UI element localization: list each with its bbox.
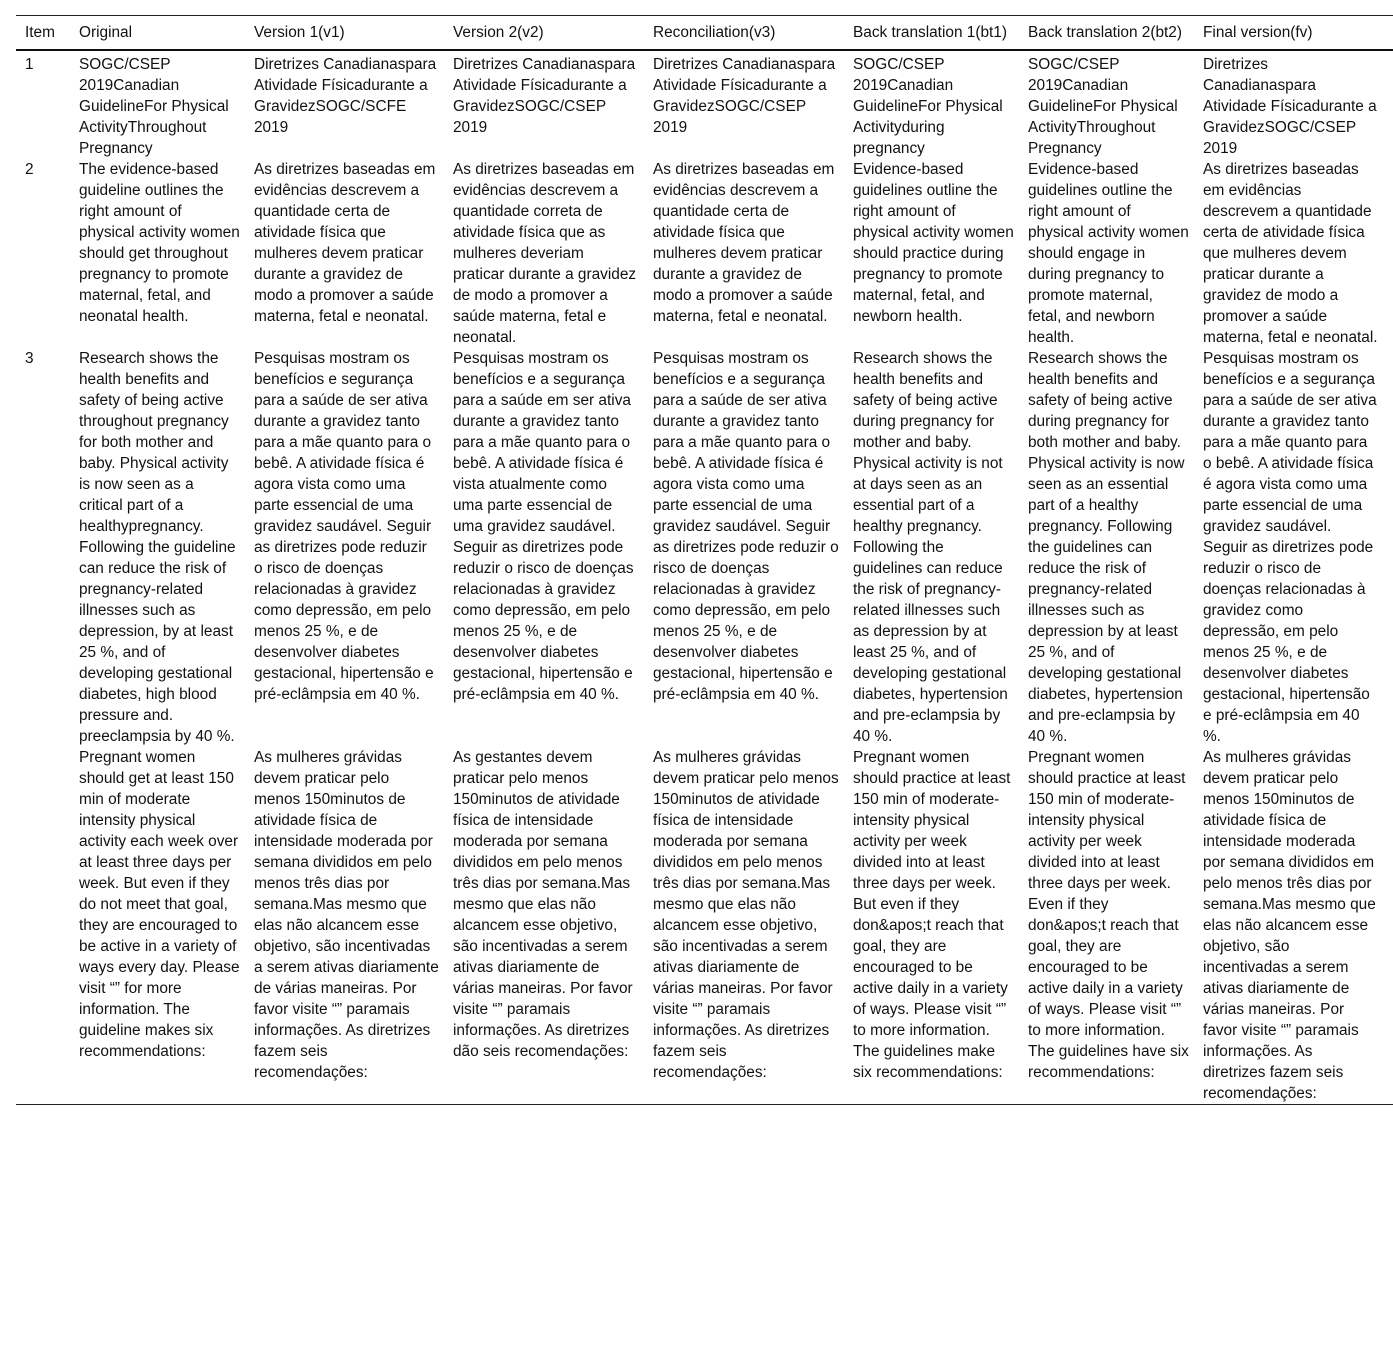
header-back-translation-1: Back translation 1(bt1)	[853, 16, 1028, 51]
cell-final-version: Diretrizes Canadianaspara Atividade Físicadurante a GravidezSOGC/CSEP 2019	[1203, 56, 1377, 157]
cell-item: 3	[25, 350, 34, 367]
translation-table	[16, 15, 1393, 1105]
cell-version-2: As gestantes devem praticar pelo menos 150minutos de atividade física de intensidade moderada por semana divididos em pelo menos três dias por semana.Mas mesmo que elas não alcancem esse objetivo, são incentivadas a serem ativas diariamente de várias maneiras. Por favor visite “” paramais informações. As diretrizes dão seis recomendações:	[453, 747, 653, 1105]
header-original: Original	[79, 16, 254, 51]
cell-back-translation-2: SOGC/CSEP 2019Canadian GuidelineFor Physical ActivityThroughout Pregnancy	[1028, 56, 1178, 157]
header-item: Item	[16, 16, 79, 51]
header-back-translation-2: Back translation 2(bt2)	[1028, 16, 1203, 51]
cell-item: 1	[25, 56, 34, 73]
cell-back-translation-2: Pregnant women should practice at least 150 min of moderate-intensity physical activity per week divided into at least three days per week. Even if they don&apos;t reach that goal, they are encouraged to be active daily in a variety of ways. Please visit “” to more information. The guidelines have six recommendations:	[1028, 747, 1203, 1105]
cell-original: SOGC/CSEP 2019Canadian GuidelineFor Physical ActivityThroughout Pregnancy	[79, 56, 229, 157]
cell-version-1: As diretrizes baseadas em evidências descrevem a quantidade certa de atividade física que mulheres devem praticar durante a gravidez de modo a promover a saúde materna, fetal e neonatal.	[254, 161, 436, 325]
cell-final-version: As mulheres grávidas devem praticar pelo menos 150minutos de atividade física de intensidade moderada por semana divididos em pelo menos três dias por semana.Mas mesmo que elas não alcancem esse objetivo, são incentivadas a serem ativas diariamente de várias maneiras. Por favor visite “” paramais informações. As diretrizes fazem seis recomendações:	[1203, 747, 1393, 1105]
cell-version-2: Pesquisas mostram os benefícios e a segurança para a saúde em ser ativa durante a gravidez tanto para a mãe quanto para o bebê. A atividade física é vista atualmente como uma parte essencial de uma gravidez saudável. Seguir as diretrizes pode reduzir o risco de doenças relacionadas à gravidez como depressão, em pelo menos 25 %, e de desenvolver diabetes gestacional, hipertensão e pré-eclâmpsia em 40 %.	[453, 350, 634, 703]
cell-version-1: Diretrizes Canadianaspara Atividade Físicadurante a GravidezSOGC/SCFE 2019	[254, 56, 437, 136]
table-row	[16, 50, 1393, 159]
cell-final-version: As diretrizes baseadas em evidências descrevem a quantidade certa de atividade física que mulheres devem praticar durante a gravidez de modo a promover a saúde materna, fetal e neonatal.	[1203, 161, 1378, 346]
cell-reconciliation: Pesquisas mostram os benefícios e a segurança para a saúde de ser ativa durante a gravidez tanto para a mãe quanto para o bebê. A atividade física é agora vista como uma parte essencial de uma gravidez saudável. Seguir as diretrizes pode reduzir o risco de doenças relacionadas à gravidez como depressão, em pelo menos 25 %, e de desenvolver diabetes gestacional, hipertensão e pré-eclâmpsia em 40 %.	[653, 350, 839, 703]
cell-final-version: Pesquisas mostram os benefícios e a segurança para a saúde de ser ativa durante a gravidez tanto para a mãe quanto para o bebê. A atividade física é agora vista como uma parte essencial de uma gravidez saudável. Seguir as diretrizes pode reduzir o risco de doenças relacionadas à gravidez como depressão, em pelo menos 25 %, e de desenvolver diabetes gestacional, hipertensão e pré-eclâmpsia em 40 %.	[1203, 350, 1377, 745]
cell-original: Pregnant women should get at least 150 min of moderate intensity physical activity each week over at least three days per week. But even if they do not meet that goal, they are encouraged to be active in a variety of ways every day. Please visit “” for more information. The guideline makes six recommendations:	[79, 747, 254, 1105]
cell-version-2: As diretrizes baseadas em evidências descrevem a quantidade correta de atividade física que as mulheres deveriam praticar durante a gravidez de modo a promover a saúde materna, fetal e neonatal.	[453, 161, 637, 346]
header-version-2: Version 2(v2)	[453, 16, 653, 51]
cell-reconciliation: Diretrizes Canadianaspara Atividade Físicadurante a GravidezSOGC/CSEP 2019	[653, 56, 836, 136]
cell-version-1: As mulheres grávidas devem praticar pelo menos 150minutos de atividade física de intensidade moderada por semana divididos em pelo menos três dias por semana.Mas mesmo que elas não alcancem esse objetivo, são incentivadas a serem ativas diariamente de várias maneiras. Por favor visite “” paramais informações. As diretrizes fazem seis recomendações:	[254, 747, 453, 1105]
cell-back-translation-2: Evidence-based guidelines outline the right amount of physical activity women should engage in during pregnancy to promote maternal, fetal, and newborn health.	[1028, 161, 1189, 346]
cell-back-translation-1: Pregnant women should practice at least 150 min of moderate-intensity physical activity per week divided into at least three days per week. But even if they don&apos;t reach that goal, they are encouraged to be active daily in a variety of ways. Please visit “” to more information. The guidelines make six recommendations:	[853, 747, 1028, 1105]
header-reconciliation: Reconciliation(v3)	[653, 16, 853, 51]
header-version-1: Version 1(v1)	[254, 16, 453, 51]
cell-reconciliation: As diretrizes baseadas em evidências descrevem a quantidade certa de atividade física que mulheres devem praticar durante a gravidez de modo a promover a saúde materna, fetal e neonatal.	[653, 161, 835, 325]
cell-back-translation-1: Evidence-based guidelines outline the right amount of physical activity women should practice during pregnancy to promote maternal, fetal, and newborn health.	[853, 161, 1014, 325]
cell-version-1: Pesquisas mostram os benefícios e segurança para a saúde de ser ativa durante a gravidez tanto para a mãe quanto para o bebê. A atividade física é agora vista como uma parte essencial de uma gravidez saudável. Seguir as diretrizes pode reduzir o risco de doenças relacionadas à gravidez como depressão, em pelo menos 25 %, e de desenvolver diabetes gestacional, hipertensão e pré-eclâmpsia em 40 %.	[254, 350, 434, 703]
header-final-version: Final version(fv)	[1203, 16, 1393, 51]
cell-item	[16, 747, 79, 1105]
table-row	[16, 747, 1393, 1105]
cell-version-2: Diretrizes Canadianaspara Atividade Físicadurante a GravidezSOGC/CSEP 2019	[453, 56, 636, 136]
table-header	[16, 16, 1393, 51]
header-row	[16, 16, 1393, 51]
cell-original: Research shows the health benefits and safety of being active throughout pregnancy for both mother and baby. Physical activity is now seen as a critical part of a healthypregnancy. Following the guideline can reduce the risk of pregnancy-related illnesses such as depression, by at least 25 %, and of developing gestational diabetes, high blood pressure and. preeclampsia by 40 %.	[79, 350, 236, 745]
cell-back-translation-1: Research shows the health benefits and safety of being active during pregnancy for mother and baby. Physical activity is not at days seen as an essential part of a healthy pregnancy. Following the guidelines can reduce the risk of pregnancy-related illnesses such as depression by at least 25 %, and of developing gestational diabetes, hypertension and pre-eclampsia by 40 %.	[853, 350, 1008, 745]
cell-back-translation-2: Research shows the health benefits and safety of being active during pregnancy for both mother and baby. Physical activity is now seen as an essential part of a healthy pregnancy. Following the guidelines can reduce the risk of pregnancy-related illnesses such as depression by at least 25 %, and of developing gestational diabetes, hypertension and pre-eclampsia by 40 %.	[1028, 350, 1185, 745]
table-body	[16, 50, 1393, 1105]
cell-reconciliation: As mulheres grávidas devem praticar pelo menos 150minutos de atividade física de intensidade moderada por semana divididos em pelo menos três dias por semana.Mas mesmo que elas não alcancem esse objetivo, são incentivadas a serem ativas diariamente de várias maneiras. Por favor visite “” paramais informações. As diretrizes fazem seis recomendações:	[653, 747, 853, 1105]
table-row	[16, 348, 1393, 747]
cell-item: 2	[25, 161, 34, 178]
cell-original: The evidence-based guideline outlines the right amount of physical activity women should get throughout pregnancy to promote maternal, fetal, and neonatal health.	[79, 161, 240, 325]
cell-back-translation-1: SOGC/CSEP 2019Canadian GuidelineFor Physical Activityduring pregnancy	[853, 56, 1003, 157]
table-row	[16, 159, 1393, 348]
